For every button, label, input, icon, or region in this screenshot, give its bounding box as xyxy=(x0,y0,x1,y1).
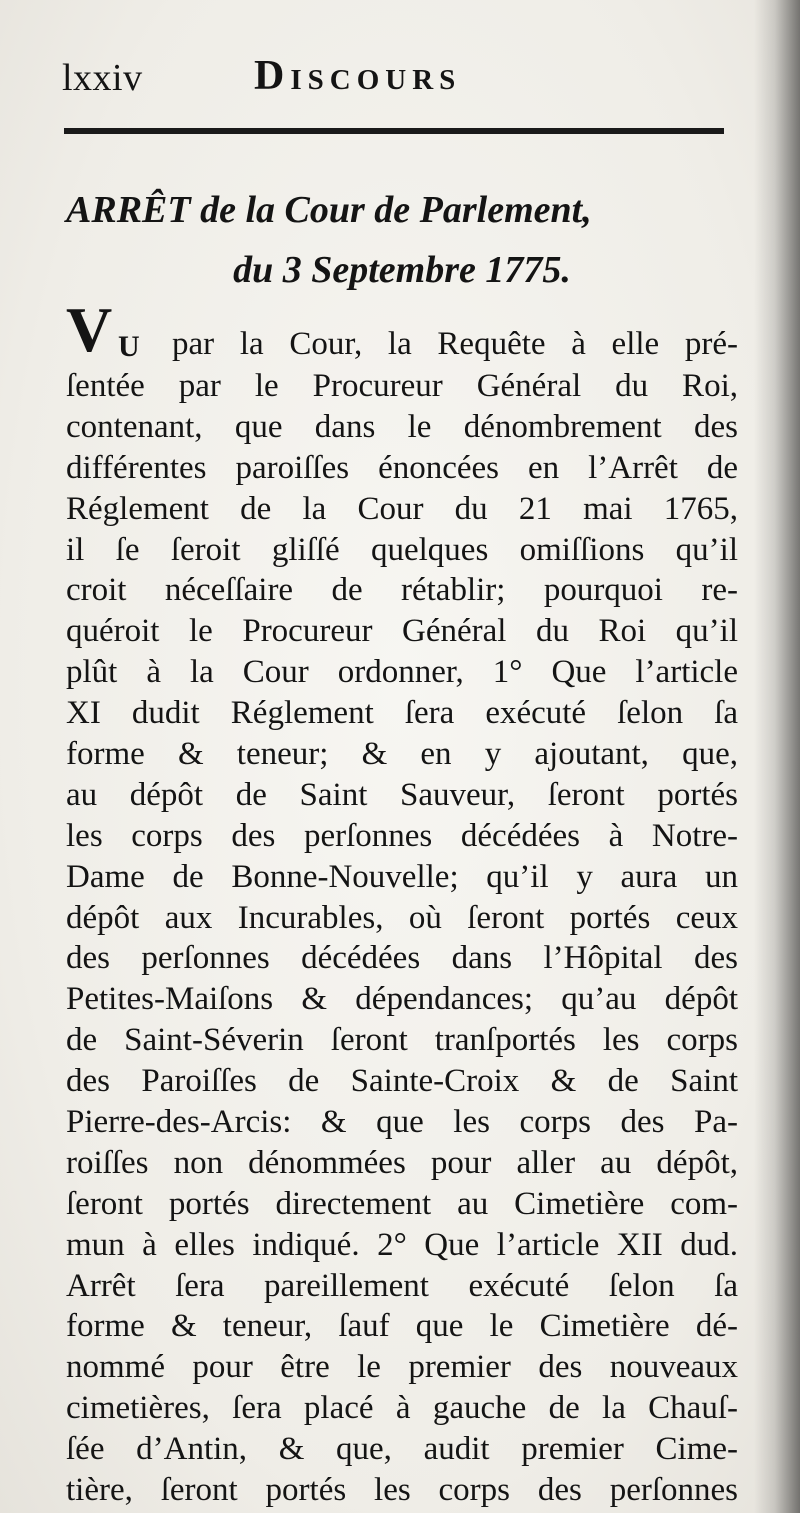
text-line: contenant, que dans le dénombrement des xyxy=(66,408,738,445)
text-line: des Paroiſſes de Sainte-Croix & de Saint xyxy=(66,1063,738,1100)
title-line-1: ARRÊT de la Cour de Parlement, xyxy=(66,189,592,231)
arret-title xyxy=(62,180,742,300)
text-line: Pierre-des-Arcis: & que les corps des Pa- xyxy=(66,1104,738,1141)
text-line: forme & teneur; & en y ajoutant, que, xyxy=(66,736,738,773)
text-line: différentes paroiſſes énoncées en l’Arrêt de xyxy=(66,449,738,486)
text-line: dépôt aux Incurables, où ſeront portés ceux xyxy=(66,899,738,936)
text-line: roiſſes non dénommées pour aller au dépôt, xyxy=(66,1144,738,1181)
text-line: quéroit le Procureur Général du Roi qu’il xyxy=(66,613,738,650)
text-line: Arrêt ſera pareillement exécuté ſelon ſa xyxy=(66,1267,738,1304)
paragraph-lines xyxy=(66,366,738,1511)
drop-cap: V xyxy=(66,294,113,365)
text-line: Petites-Maiſons & dépendances; qu’au dépôt xyxy=(66,981,738,1018)
text-line: forme & teneur, ſauf que le Cimetière dé- xyxy=(66,1308,738,1345)
text-line: tière, ſeront portés les corps des perſonnes xyxy=(66,1472,738,1509)
text-line: ſée d’Antin, & que, audit premier Cime- xyxy=(66,1431,738,1468)
text-line: ſeront portés directement au Cimetière com- xyxy=(66,1185,738,1222)
first-line xyxy=(172,324,738,365)
text-line: croit néceſſaire de rétablir; pourquoi re- xyxy=(66,572,738,609)
text-line: Réglement de la Cour du 21 mai 1765, xyxy=(66,490,738,527)
text-line: les corps des perſonnes décédées à Notre- xyxy=(66,817,738,854)
running-head: Discours xyxy=(254,53,462,99)
text-line: au dépôt de Saint Sauveur, ſeront portés xyxy=(66,776,738,813)
text-line: Dame de Bonne-Nouvelle; qu’il y aura un xyxy=(66,858,738,895)
text-line: XI dudit Réglement ſera exécuté ſelon ſa xyxy=(66,695,738,732)
title-line-2: du 3 Septembre 1775. xyxy=(233,249,571,291)
text-line: mun à elles indiqué. 2° Que l’article XII dud. xyxy=(66,1226,738,1263)
page-number: lxxiv xyxy=(62,57,143,99)
header-rule xyxy=(64,128,724,134)
text-line: des perſonnes décédées dans l’Hôpital des xyxy=(66,940,738,977)
text-line: par la Cour, la Requête à elle pré- xyxy=(172,326,738,362)
page-gutter-shadow xyxy=(754,0,800,1513)
text-line: plût à la Cour ordonner, 1° Que l’article xyxy=(66,654,738,691)
text-line: ſentée par le Procureur Général du Roi, xyxy=(66,368,738,404)
text-line: il ſe ſeroit gliſſé quelques omiſſions qu’il xyxy=(66,531,738,568)
text-line: cimetières, ſera placé à gauche de la Chauſ- xyxy=(66,1390,738,1427)
page-header xyxy=(62,46,722,106)
first-word-rest: U xyxy=(118,330,142,363)
text-line: nommé pour être le premier des nouveaux xyxy=(66,1349,738,1386)
text-line: de Saint-Séverin ſeront tranſportés les corps xyxy=(66,1022,738,1059)
